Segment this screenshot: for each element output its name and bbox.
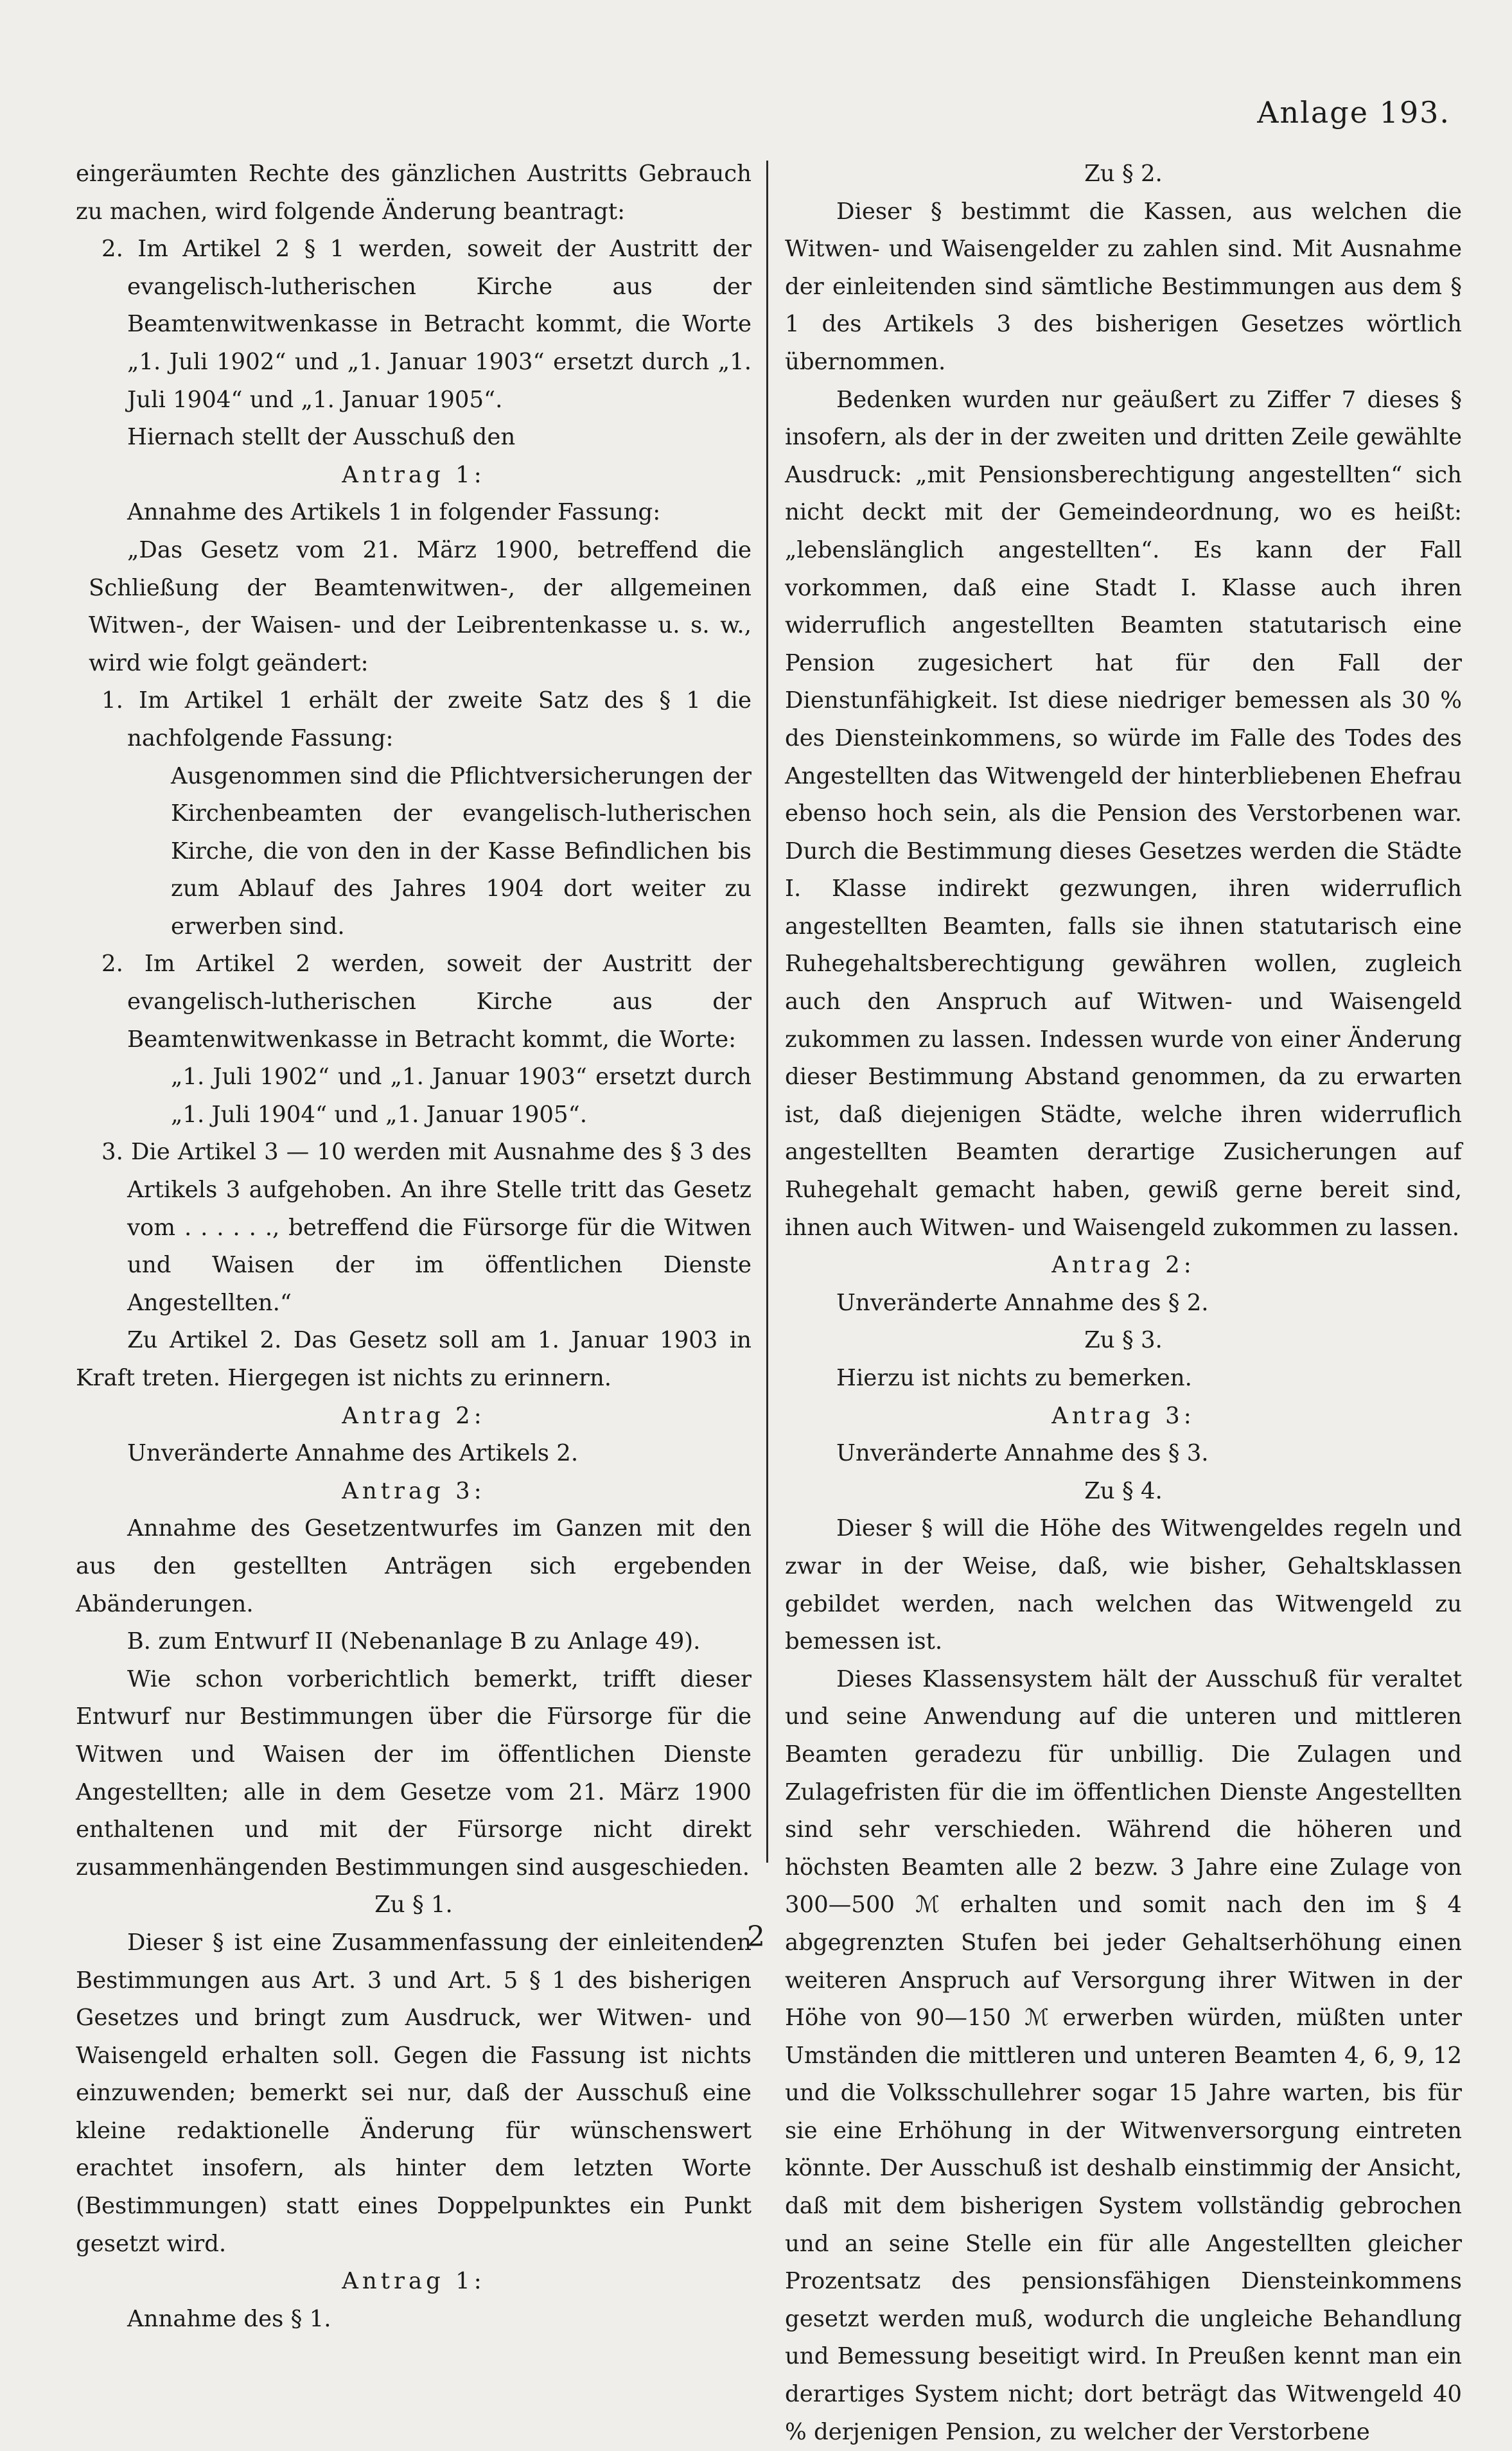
left-paragraph: Zu Artikel 2. Das Gesetz soll am 1. Januar 1903 in Kraft treten. Hiergegen ist nichts zu erinnern. [76,1327,752,1391]
left-paragraph: 1. Im Artikel 1 erhält der zweite Satz des § 1 die nachfolgende Fassung: [101,687,752,751]
left-paragraph: Antrag 1: [342,461,486,488]
right-column [785,155,1462,2451]
right-paragraph: Antrag 3: [1051,1402,1195,1429]
left-paragraph: 2. Im Artikel 2 § 1 werden, soweit der Austritt der evangelisch-lutherischen Kirche aus der Beamtenwitwenkasse in Betracht kommt, die Worte „1. Juli 1902“ und „1. Januar 1903“ ersetzt durch „1. Juli 1904“ und „1. Januar 1905“. [101,236,752,413]
right-paragraph: Bedenken wurden nur geäußert zu Ziffer 7 dieses § insofern, als der in der zweiten und dritten Zeile gewählte Ausdruck: „mit Pensionsberechtigung angestellten“ sich nicht deckt mit der Gemeindeordnung, wo es heißt: „lebenslänglich angestellten“. Es kann der Fall vorkommen, daß eine Stadt I. Klasse auch ihren widerruflich angestellten Beamten statutarisch eine Pension zugesichert hat für den Fall der Dienstunfähigkeit. Ist diese niedriger bemessen als 30 % des Diensteinkommens, so würde im Falle des Todes des Angestellten das Witwengeld der hinterbliebenen Ehefrau ebenso hoch sein, als die Pension des Verstorbenen war. Durch die Bestimmung dieses Gesetzes werden die Städte I. Klasse indirekt gezwungen, ihren widerruflich angestellten Beamten, falls sie ihnen statutarisch eine Ruhegehaltsberechtigung gewähren wollen, zugleich auch den Anspruch auf Witwen- und Waisengeld zukommen zu lassen. Indessen wurde von einer Änderung dieser Bestimmung Abstand genommen, da zu erwarten ist, daß diejenigen Städte, welche ihren widerruflich angestellten Beamten derartige Zusicherungen auf Ruhegehalt gemacht haben, gewiß gerne bereit sind, ihnen auch Witwen- und Waisengeld zukommen zu lassen. [785,386,1462,1241]
left-paragraph: Hiernach stellt der Ausschuß den [127,424,516,451]
left-paragraph: eingeräumten Rechte des gänzlichen Austritts Gebrauch zu machen, wird folgende Änderung beantragt: [76,161,752,225]
right-paragraph: Unveränderte Annahme des § 2. [836,1289,1209,1316]
left-paragraph: Annahme des Artikels 1 in folgender Fassung: [127,499,661,526]
right-paragraph: Unveränderte Annahme des § 3. [836,1440,1209,1467]
right-paragraph: Zu § 2. [1084,161,1163,187]
right-paragraph: Zu § 4. [1084,1477,1163,1504]
left-paragraph: Antrag 2: [342,1402,486,1429]
right-paragraph: Antrag 2: [1051,1252,1195,1279]
right-paragraph: Dieser § will die Höhe des Witwengeldes regeln und zwar in der Weise, daß, wie bisher, Gehaltsklassen gebildet werden, nach welchen das Witwengeld zu bemessen ist. [785,1515,1462,1655]
left-column [76,155,752,2338]
left-paragraph: 3. Die Artikel 3 — 10 werden mit Ausnahme des § 3 des Artikels 3 aufgehoben. An ihre Stelle tritt das Gesetz vom . . . . . ., betreffend die Fürsorge für die Witwen und Waisen der im öffentlichen Dienste Angestellten.“ [101,1139,752,1316]
right-paragraph: Dieses Klassensystem hält der Ausschuß für veraltet und seine Anwendung auf die unteren und mittleren Beamten geradezu für unbillig. Die Zulagen und Zulagefristen für die im öffentlichen Dienste Angestellten sind sehr verschieden. Während die höheren und höchsten Beamten alle 2 bezw. 3 Jahre eine Zulage von 300—500 ℳ erhalten und somit nach den im § 4 abgegrenzten Stufen bei jeder Gehaltserhöhung einen weiteren Anspruch auf Versorgung ihrer Witwen in der Höhe von 90—150 ℳ erwerben würden, müßten unter Umständen die mittleren und unteren Beamten 4, 6, 9, 12 und die Volksschullehrer sogar 15 Jahre warten, bis für sie eine Erhöhung in der Witwenversorgung eintreten könnte. Der Ausschuß ist deshalb einstimmig der Ansicht, daß mit dem bisherigen System vollständig gebrochen und an seine Stelle ein für alle Angestellten gleicher Prozentsatz des pensionsfähigen Diensteinkommens gesetzt werden muß, wodurch die ungleiche Behandlung und Bemessung beseitigt wird. In Preußen kennt man ein derartiges System nicht; dort beträgt das Witwengeld 40 % derjenigen Pension, zu welcher der Verstorbene [785,1665,1462,2445]
left-paragraph: Antrag 3: [342,1477,486,1504]
left-paragraph: Annahme des Gesetzentwurfes im Ganzen mit den aus den gestellten Anträgen sich ergebenden Abänderungen. [76,1515,752,1617]
left-paragraph: Antrag 1: [342,2268,486,2295]
left-paragraph: Dieser § ist eine Zusammenfassung der einleitenden Bestimmungen aus Art. 3 und Art. 5 § 1 des bisherigen Gesetzes und bringt zum Ausdruck, wer Witwen- und Waisengeld erhalten soll. Gegen die Fassung ist nichts einzuwenden; bemerkt sei nur, daß der Ausschuß eine kleine redaktionelle Änderung für wünschenswert erachtet insofern, als hinter dem letzten Worte (Bestimmungen) statt eines Doppelpunktes ein Punkt gesetzt wird. [76,1929,752,2257]
left-paragraph: B. zum Entwurf II (Nebenanlage B zu Anlage 49). [127,1628,701,1655]
left-paragraph: Wie schon vorberichtlich bemerkt, trifft dieser Entwurf nur Bestimmungen über die Fürsorge für die Witwen und Waisen der im öffentlichen Dienste Angestellten; alle in dem Gesetze vom 21. März 1900 enthaltenen und mit der Fürsorge nicht direkt zusammenhängenden Bestimmungen sind ausgeschieden. [76,1665,752,1881]
annex-label: Anlage 193. [1257,95,1450,130]
column-divider [766,161,768,1863]
left-paragraph: Annahme des § 1. [127,2305,331,2332]
left-paragraph: Unveränderte Annahme des Artikels 2. [127,1440,579,1467]
left-paragraph: Zu § 1. [374,1892,453,1919]
left-paragraph: „1. Juli 1902“ und „1. Januar 1903“ ersetzt durch „1. Juli 1904“ und „1. Januar 1905“. [171,1064,752,1128]
left-paragraph: Ausgenommen sind die Pflichtversicherungen der Kirchenbeamten der evangelisch-lutherischen Kirche, die von den in der Kasse Befindlichen bis zum Ablauf des Jahres 1904 dort weiter zu erwerben sind. [171,762,752,940]
left-paragraph: 2. Im Artikel 2 werden, soweit der Austritt der evangelisch-lutherischen Kirche aus der Beamtenwitwenkasse in Betracht kommt, die Worte: [101,951,752,1053]
page-number: 2 [747,1920,765,1953]
right-paragraph: Zu § 3. [1084,1327,1163,1354]
right-paragraph: Hierzu ist nichts zu bemerken. [836,1365,1192,1391]
right-paragraph: Dieser § bestimmt die Kassen, aus welchen die Witwen- und Waisengelder zu zahlen sind. Mit Ausnahme der einleitenden sind sämtliche Bestimmungen aus dem § 1 des Artikels 3 des bisherigen Gesetzes wörtlich übernommen. [785,198,1462,375]
left-paragraph: „Das Gesetz vom 21. März 1900, betreffend die Schließung der Beamtenwitwen-, der allgemeinen Witwen-, der Waisen- und der Leibrentenkasse u. s. w., wird wie folgt geändert: [89,536,752,676]
